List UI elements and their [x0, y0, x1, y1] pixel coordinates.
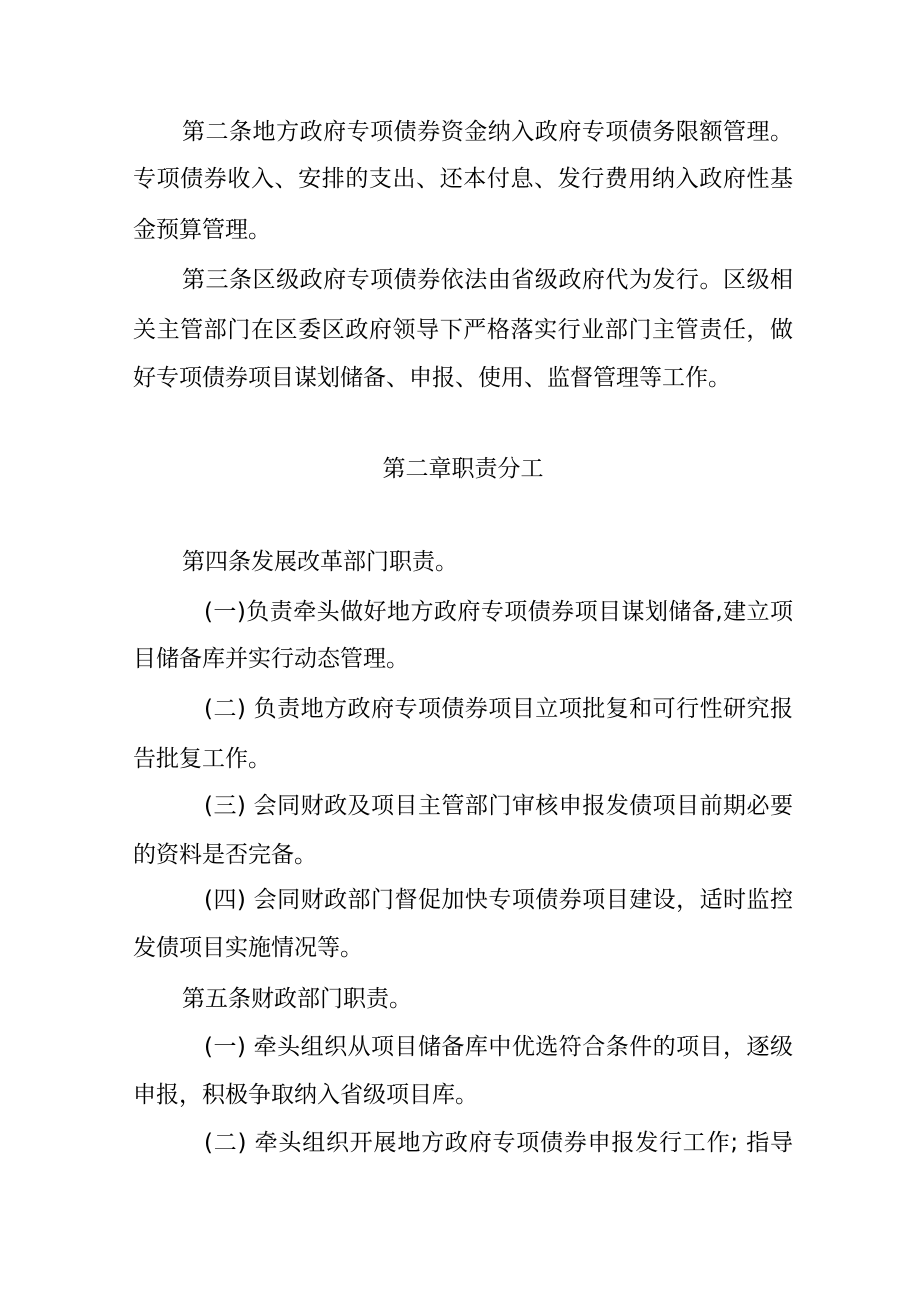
article-5-item-1-line-1: (一) 牵头组织从项目储备库中优选符合条件的项目，逐级: [204, 1034, 793, 1060]
article-4-item-1-line-1: (一)负责牵头做好地方政府专项债券项目谋划储备,建立项: [204, 599, 793, 625]
article-5-title: 第五条财政部门职责。: [182, 986, 412, 1012]
article-5-item-2-line-1: (二) 牵头组织开展地方政府专项债券申报发行工作; 指导: [204, 1130, 793, 1156]
article-4-item-2-line-1: (二) 负责地方政府专项债券项目立项批复和可行性研究报: [204, 696, 793, 722]
article-5-item-1-line-2: 申报，积极争取纳入省级项目库。: [133, 1082, 478, 1108]
article-4-item-3-line-1: (三) 会同财政及项目主管部门审核申报发债项目前期必要: [204, 793, 793, 819]
article-4-item-1-line-2: 目储备库并实行动态管理。: [133, 646, 409, 672]
article-4-item-4-line-2: 发债项目实施情况等。: [133, 935, 363, 961]
article-2-line-1: 第二条地方政府专项债券资金纳入政府专项债务限额管理。: [182, 119, 793, 145]
article-2-line-2: 专项债券收入、安排的支出、还本付息、发行费用纳入政府性基: [133, 166, 793, 192]
article-4-item-4-line-1: (四) 会同财政部门督促加快专项债券项目建设，适时监控: [204, 887, 793, 913]
article-3-line-2: 关主管部门在区委区政府领导下严格落实行业部门主管责任，做: [133, 317, 793, 343]
article-2-line-3: 金预算管理。: [133, 217, 271, 243]
article-4-item-3-line-2: 的资料是否完备。: [133, 842, 317, 868]
chapter-heading: 第二章职责分工: [382, 456, 544, 482]
article-3-line-1: 第三条区级政府专项债券依法由省级政府代为发行。区级相: [182, 267, 793, 293]
article-4-title: 第四条发展改革部门职责。: [182, 549, 458, 575]
article-4-item-2-line-2: 告批复工作。: [133, 746, 271, 772]
article-3-line-3: 好专项债券项目谋划储备、申报、使用、监督管理等工作。: [133, 365, 731, 391]
